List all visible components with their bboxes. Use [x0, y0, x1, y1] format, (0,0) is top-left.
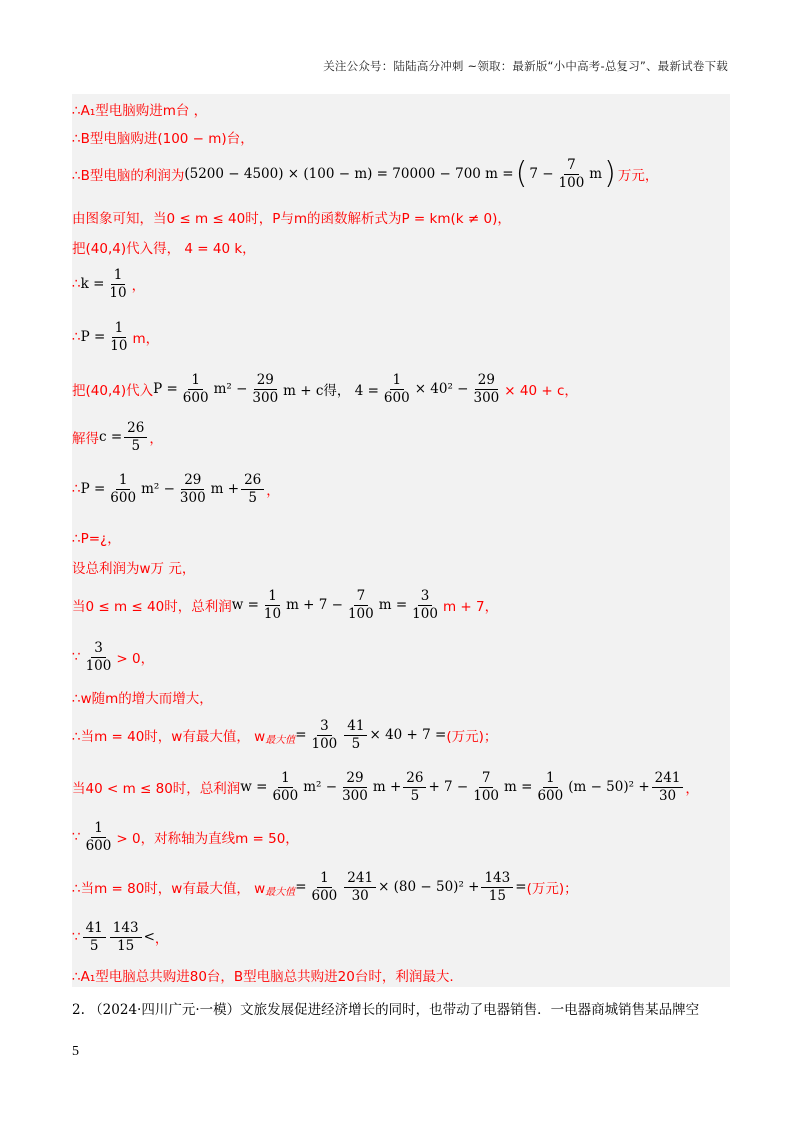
math-expression: m +: [210, 481, 240, 497]
math-expression: + 7 −: [428, 779, 469, 795]
denominator: 100: [473, 787, 500, 804]
math-expression: 7 −: [529, 166, 554, 182]
numerator: 1: [543, 771, 558, 788]
line-suffix: m + 7，: [442, 599, 499, 615]
fraction: [177, 473, 209, 506]
denominator: 5: [248, 489, 257, 506]
numerator: 1: [91, 821, 106, 838]
solution-line: [72, 522, 121, 552]
line-text: 设总利润为w万 元，: [72, 561, 196, 577]
math-expression: =: [295, 727, 307, 743]
denominator: 600: [272, 787, 299, 804]
line-prefix: ∴: [72, 329, 81, 345]
fraction: [470, 771, 502, 804]
numerator: 1: [317, 871, 332, 888]
line-text: ∴A₁型电脑总共购进80台，B型电脑总共购进20台时，利润最大.: [72, 969, 454, 985]
math-expression: (5200 − 4500) × (100 − m) = 70000 − 700 m =: [184, 166, 514, 182]
fraction: [339, 771, 371, 804]
solution-line: [72, 156, 659, 191]
denominator: 100: [347, 605, 374, 622]
denominator: 600: [182, 389, 209, 406]
fraction: [180, 373, 212, 406]
solution-line: [72, 587, 499, 622]
fraction: [381, 373, 413, 406]
numerator: 41: [83, 921, 106, 938]
math-expression: P =: [153, 381, 178, 397]
line-text: ∴A₁型电脑购进m台 ，: [72, 103, 208, 119]
numerator: 29: [181, 473, 204, 490]
denominator: 300: [342, 787, 368, 804]
math-expression: m: [589, 166, 603, 182]
fraction: [107, 473, 139, 506]
solution-block: [72, 94, 730, 987]
denominator: 100: [311, 735, 338, 752]
line-text: ∴w随m的增大而增大，: [72, 691, 213, 707]
line-text: ∴P=¿，: [72, 531, 121, 547]
numerator: 7: [564, 158, 579, 175]
line-suffix: m，: [132, 331, 160, 347]
line-prefix: ∴当m = 40时，w有最大值， w: [72, 729, 266, 745]
math-expression: k =: [80, 276, 105, 292]
denominator: 600: [110, 489, 137, 506]
numerator: 241: [652, 771, 684, 788]
numerator: 29: [343, 771, 366, 788]
line-suffix: ，: [266, 483, 280, 499]
denominator: 600: [311, 887, 338, 904]
solution-line: [72, 122, 254, 152]
line-prefix: 把(40,4)代入: [72, 383, 154, 399]
fraction: [409, 589, 441, 622]
denominator: 600: [85, 837, 112, 854]
solution-line: [72, 319, 160, 354]
solution-line: [72, 202, 511, 232]
math-expression: m + c得， 4 =: [283, 383, 379, 399]
solution-line: [72, 552, 195, 582]
line-prefix: ∴: [72, 481, 81, 497]
solution-line: [72, 819, 299, 854]
solution-line: [72, 919, 169, 954]
denominator: 100: [412, 605, 438, 622]
denominator: 5: [410, 787, 420, 804]
fraction: [241, 473, 264, 506]
denominator: 600: [383, 389, 410, 406]
line-suffix: ，: [131, 278, 146, 294]
fraction: [83, 641, 115, 674]
fraction: [309, 719, 341, 752]
numerator: 3: [317, 719, 332, 736]
solution-line: [72, 960, 454, 990]
fraction: [556, 158, 588, 191]
denominator: 10: [109, 284, 127, 301]
page-header: 关注公众号：陆陆高分冲刺 ~领取：最新版“小中高考-总复习”、最新试卷下载: [323, 59, 728, 73]
math-expression: P =: [80, 329, 106, 345]
line-suffix: ，: [149, 431, 163, 447]
numerator: 1: [278, 771, 293, 788]
math-expression: =: [515, 879, 527, 895]
numerator: 3: [91, 641, 106, 658]
denominator: 300: [179, 489, 206, 506]
fraction: [110, 921, 142, 954]
fraction: [344, 871, 376, 904]
numerator: 7: [354, 589, 369, 606]
denominator: 600: [537, 787, 564, 804]
fraction: [261, 589, 284, 622]
numerator: 143: [481, 871, 513, 888]
question-2-text: 2. （2024·四川广元·一模）文旅发展促进经济增长的同时，也带动了电器销售．一电器商城销售某品牌空: [72, 1002, 700, 1018]
solution-line: [72, 419, 163, 454]
math-expression: m =: [378, 597, 408, 613]
fraction: [481, 871, 513, 904]
math-expression: m² −: [213, 381, 248, 397]
fraction: [345, 589, 377, 622]
denominator: 5: [89, 937, 99, 954]
numerator: 1: [111, 268, 126, 285]
denominator: 100: [85, 657, 112, 674]
line-prefix: 当0 ≤ m ≤ 40时，总利润: [72, 599, 232, 615]
numerator: 29: [475, 373, 498, 390]
line-text: 把(40,4)代入得， 4 = 40 k，: [72, 241, 256, 257]
denominator: 300: [473, 389, 500, 406]
fraction: [534, 771, 566, 804]
fraction: [83, 921, 106, 954]
numerator: 26: [241, 473, 264, 490]
math-expression: × (80 − 50)² +: [378, 879, 480, 895]
numerator: 241: [344, 871, 376, 888]
solution-line: [72, 769, 699, 804]
math-expression: × 40 + 7 =: [369, 727, 447, 743]
math-expression: m + 7 −: [286, 597, 343, 613]
fraction: [83, 821, 115, 854]
solution-line: [72, 266, 146, 301]
line-prefix: ∵: [72, 829, 81, 845]
math-expression: (m − 50)² +: [568, 779, 650, 795]
math-expression: m =: [504, 779, 533, 795]
numerator: 7: [479, 771, 494, 788]
fraction: [652, 771, 684, 804]
line-suffix: 万元，: [617, 168, 659, 184]
math-expression: P =: [80, 481, 106, 497]
line-suffix: > 0，: [116, 651, 155, 667]
subscript-label: 最大值: [265, 735, 296, 746]
numerator: 1: [188, 373, 203, 390]
solution-line: [72, 639, 155, 674]
numerator: 1: [265, 589, 280, 606]
line-prefix: ∴: [72, 276, 81, 292]
fraction: [249, 373, 281, 406]
line-text: 由图象可知，当0 ≤ m ≤ 40时，P与m的函数解析式为P = km(k ≠ 0)，: [72, 211, 511, 227]
denominator: 5: [351, 735, 361, 752]
numerator: 26: [124, 421, 147, 438]
big-paren: (: [515, 156, 528, 191]
numerator: 143: [110, 921, 142, 938]
solution-line: [72, 869, 578, 904]
line-prefix: ∵: [72, 929, 81, 945]
page-number: 5: [72, 1044, 79, 1059]
line-text: ∴B型电脑购进(100 − m)台，: [72, 131, 254, 147]
line-prefix: ∴当m = 80时，w有最大值， w: [72, 881, 266, 897]
denominator: 10: [263, 605, 282, 622]
numerator: 41: [344, 719, 367, 736]
fraction: [309, 871, 341, 904]
big-paren: ): [604, 156, 616, 191]
math-expression: m² −: [141, 481, 175, 497]
denominator: 30: [351, 887, 369, 904]
solution-line: [72, 94, 207, 124]
denominator: 30: [658, 787, 677, 804]
numerator: 1: [112, 321, 127, 338]
line-suffix: (万元)；: [446, 729, 498, 745]
numerator: 3: [418, 589, 433, 606]
math-expression: w =: [231, 597, 259, 613]
line-suffix: > 0，对称轴为直线m = 50，: [116, 831, 299, 847]
math-expression: w =: [240, 779, 268, 795]
fraction: [471, 373, 503, 406]
denominator: 15: [117, 937, 135, 954]
numerator: 29: [254, 373, 277, 390]
denominator: 300: [252, 389, 279, 406]
solution-line: [72, 471, 280, 506]
solution-line: [72, 682, 213, 712]
fraction: [344, 719, 367, 752]
solution-line: [72, 717, 498, 752]
numerator: 26: [403, 771, 426, 788]
math-expression: m +: [372, 779, 402, 795]
math-expression: c =: [99, 429, 123, 445]
denominator: 5: [131, 437, 141, 454]
subscript-label: 最大值: [265, 887, 296, 898]
math-expression: <: [143, 929, 155, 945]
numerator: 1: [116, 473, 131, 490]
line-prefix: ∵: [72, 649, 81, 665]
denominator: 100: [558, 174, 585, 191]
line-prefix: 当40 < m ≤ 80时，总利润: [72, 781, 241, 797]
denominator: 10: [110, 337, 128, 354]
math-expression: × 40² −: [414, 381, 469, 397]
denominator: 15: [488, 887, 506, 904]
math-expression: m² −: [303, 779, 338, 795]
line-suffix: ，: [154, 931, 169, 947]
line-prefix: ∴B型电脑的利润为: [72, 168, 185, 184]
solution-line: [72, 232, 256, 262]
fraction: [403, 771, 426, 804]
fraction: [124, 421, 147, 454]
fraction: [106, 268, 129, 301]
line-suffix: ，: [685, 781, 699, 797]
line-prefix: 解得: [72, 431, 99, 447]
fraction: [107, 321, 130, 354]
fraction: [269, 771, 301, 804]
numerator: 1: [390, 373, 405, 390]
solution-line: [72, 371, 578, 406]
line-suffix: × 40 + c，: [504, 383, 578, 399]
math-expression: =: [295, 879, 307, 895]
line-suffix: (万元)；: [526, 881, 578, 897]
